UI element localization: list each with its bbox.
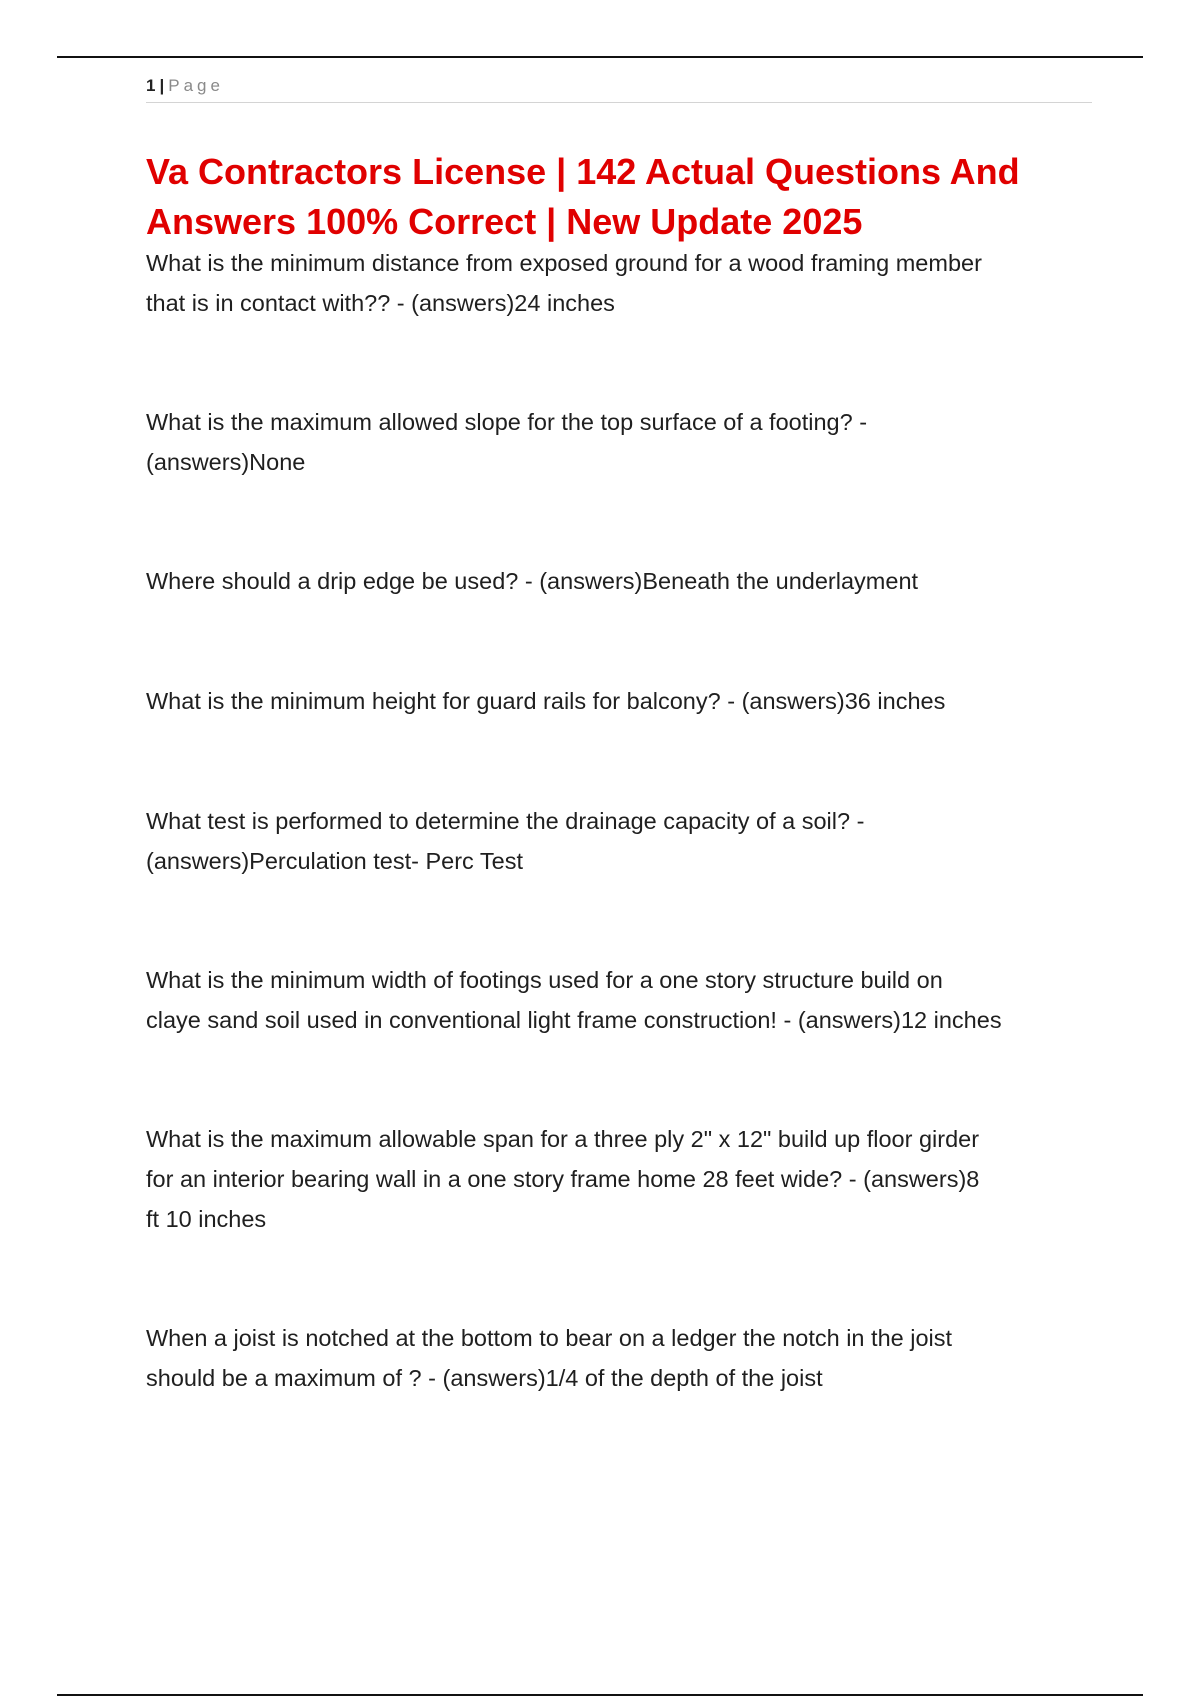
top-border-line xyxy=(57,56,1143,58)
title-line-2: Answers 100% Correct | New Update 2025 xyxy=(146,201,863,242)
qa-item-3-line-1: Where should a drip edge be used? - (answers)Beneath the underlayment xyxy=(146,568,919,594)
qa-item-6 xyxy=(146,960,1096,1040)
title-line-1: Va Contractors License | 142 Actual Questions And xyxy=(146,151,1020,192)
bottom-border-line xyxy=(57,1694,1143,1696)
qa-item-2 xyxy=(146,402,1096,482)
qa-item-1-line-1: What is the minimum distance from exposed ground for a wood framing member xyxy=(146,250,982,276)
qa-item-4 xyxy=(146,681,1096,721)
qa-item-5 xyxy=(146,801,1096,881)
qa-item-7 xyxy=(146,1119,1096,1239)
qa-item-1-line-2: that is in contact with?? - (answers)24 inches xyxy=(146,290,615,316)
qa-item-7-line-3: ft 10 inches xyxy=(146,1206,267,1232)
qa-item-6-line-1: What is the minimum width of footings used for a one story structure build on xyxy=(146,967,943,993)
qa-item-1 xyxy=(146,243,1096,323)
qa-item-4-line-1: What is the minimum height for guard rails for balcony? - (answers)36 inches xyxy=(146,688,946,714)
page-header xyxy=(146,74,1092,103)
qa-item-5-line-1: What test is performed to determine the drainage capacity of a soil? - xyxy=(146,808,865,834)
qa-item-8-line-2: should be a maximum of ? - (answers)1/4 of the depth of the joist xyxy=(146,1365,823,1391)
qa-item-2-line-2: (answers)None xyxy=(146,449,306,475)
qa-item-2-line-1: What is the maximum allowed slope for the top surface of a footing? - xyxy=(146,409,868,435)
page-label: Page xyxy=(168,76,224,95)
page-separator: | xyxy=(159,76,165,95)
qa-item-5-line-2: (answers)Perculation test- Perc Test xyxy=(146,848,524,874)
qa-item-6-line-2: claye sand soil used in conventional light frame construction! - (answers)12 inches xyxy=(146,1007,1002,1033)
qa-item-8-line-1: When a joist is notched at the bottom to bear on a ledger the notch in the joist xyxy=(146,1325,953,1351)
qa-item-7-line-2: for an interior bearing wall in a one story frame home 28 feet wide? - (answers)8 xyxy=(146,1166,980,1192)
qa-item-7-line-1: What is the maximum allowable span for a three ply 2" x 12" build up floor girder xyxy=(146,1126,980,1152)
page-number: 1 xyxy=(146,76,156,95)
document-title xyxy=(146,147,1106,247)
qa-item-3 xyxy=(146,561,1096,601)
qa-item-8 xyxy=(146,1318,1096,1398)
